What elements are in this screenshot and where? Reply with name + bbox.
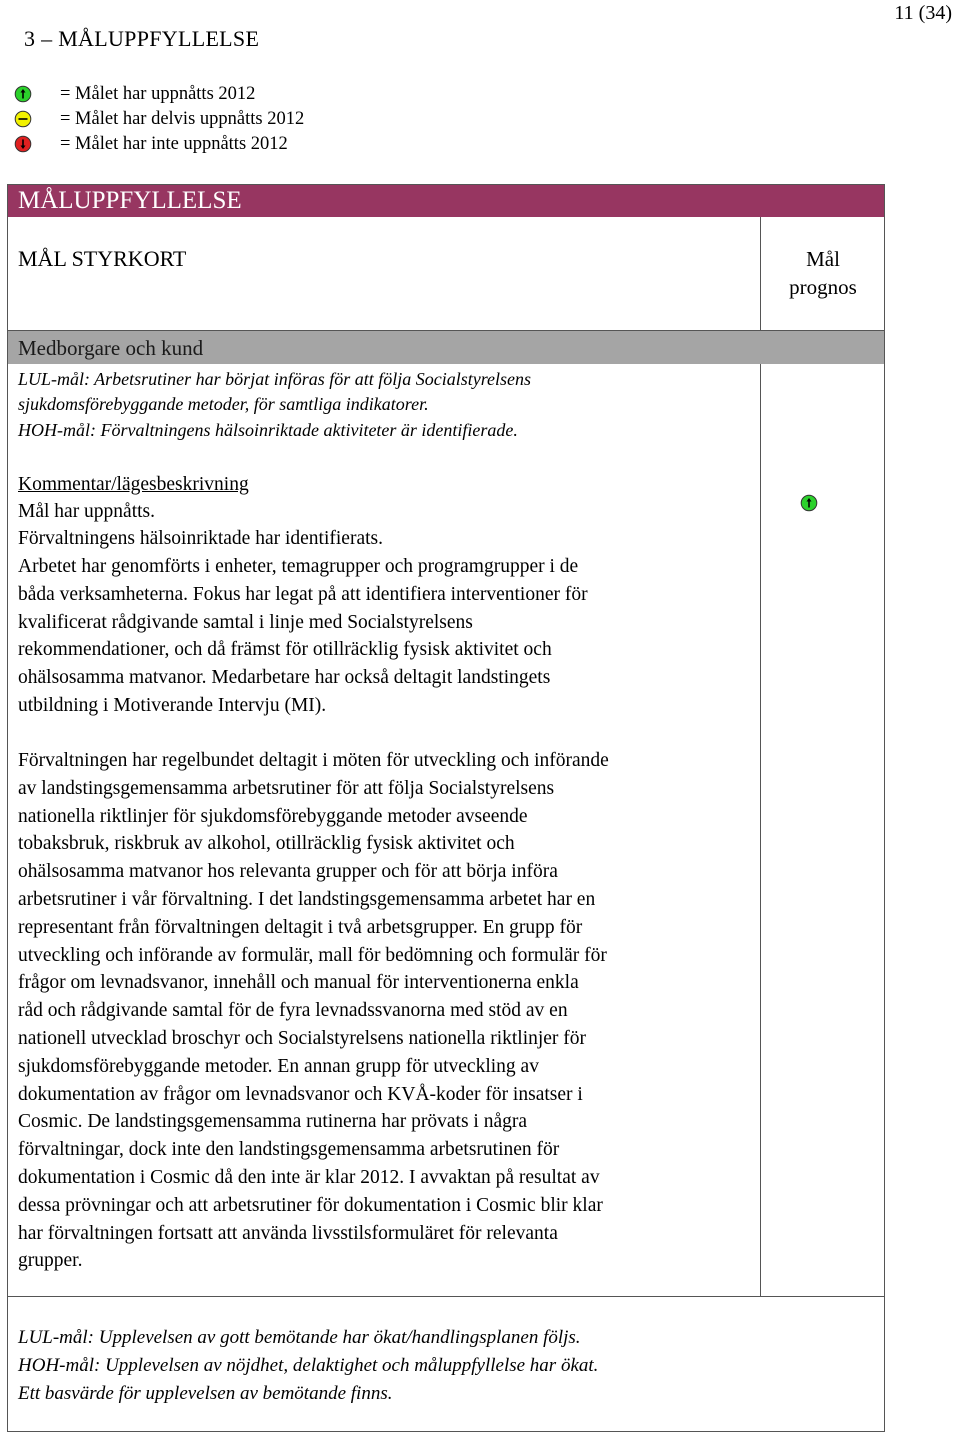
legend-item-not-achieved	[14, 132, 288, 156]
text-line: råd och rådgivande samtal för de fyra levnadssvanorna med stöd av en	[18, 1000, 568, 1022]
goal-line-lul: LUL-mål: Upplevelsen av gott bemötande har ökat/handlingsplanen följs.	[18, 1327, 581, 1348]
page-number: 11 (34)	[894, 2, 952, 24]
red-down-arrow-icon	[14, 135, 32, 153]
column-header-row	[8, 218, 760, 330]
text-line: grupper.	[18, 1250, 83, 1272]
goal-line-lul: LUL-mål: Arbetsrutiner har börjat införas för att följa Socialstyrelsens	[18, 369, 532, 389]
text-line: tobaksbruk, riskbruk av alkohol, otillräcklig fysisk aktivitet och	[18, 833, 515, 855]
text-line: nationell utvecklad broschyr och Socialstyrelsens nationella riktlinjer för	[18, 1027, 587, 1049]
green-up-arrow-icon	[800, 494, 818, 512]
goal-line-baseline: Ett basvärde för upplevelsen av bemötande finns.	[18, 1383, 393, 1404]
text-line: båda verksamheterna. Fokus har legat på att identifiera interventioner för	[18, 583, 588, 605]
status-line: Förvaltningens hälsoinriktade har identifierats.	[18, 528, 383, 549]
text-line: har förvaltningen fortsatt att använda livsstilsformuläret för relevanta	[18, 1222, 558, 1244]
text-line: kvalificerat rådgivande samtal i linje med Socialstyrelsens	[18, 611, 473, 633]
row-divider-bottom	[8, 1296, 884, 1297]
text-line: dokumentation av frågor om levnadsvanor och KVÅ-koder för insatser i	[18, 1083, 583, 1105]
content-column-divider	[760, 364, 761, 1296]
legend-label: = Målet har delvis uppnåtts 2012	[60, 108, 305, 129]
goal-line-lul-cont: sjukdomsförebyggande metoder, för samtliga indikatorer.	[18, 394, 429, 414]
column-label: MÅL STYRKORT	[18, 246, 187, 271]
table-header: MÅLUPPFYLLELSE	[8, 185, 884, 217]
goal-line-hoh: HOH-mål: Upplevelsen av nöjdhet, delaktighet och måluppfyllelse har ökat.	[18, 1355, 599, 1376]
text-line: sjukdomsförebyggande metoder. En annan grupp för utveckling av	[18, 1055, 539, 1077]
text-line: Cosmic. De landstingsgemensamma rutinerna har prövats i några	[18, 1111, 528, 1133]
text-line: ohälsosamma matvanor hos relevanta grupper och för att börja införa	[18, 861, 558, 883]
section-title: 3 – MÅLUPPFYLLELSE	[24, 26, 260, 51]
legend-label: = Målet har uppnåtts 2012	[60, 83, 256, 104]
status-line: Mål har uppnåtts.	[18, 501, 156, 522]
paragraph-1	[18, 553, 758, 720]
text-line: dessa prövningar och att arbetsrutiner för dokumentation i Cosmic blir klar	[18, 1194, 603, 1216]
legend-item-partial	[14, 107, 304, 131]
text-line: Förvaltningen har regelbundet deltagit i möten för utveckling och införande	[18, 750, 609, 771]
prognos-line-1: Mål	[806, 247, 840, 271]
comment-heading: Kommentar/lägesbeskrivning	[18, 474, 249, 495]
text-line: arbetsrutiner i vår förvaltning. I det landstingsgemensamma arbetet har en	[18, 888, 596, 910]
text-line: rekommendationer, och då främst för otillräcklig fysisk aktivitet och	[18, 639, 552, 661]
text-line: utbildning i Motiverande Intervju (MI).	[18, 694, 327, 716]
green-up-arrow-icon	[14, 85, 32, 103]
goals-2	[18, 1324, 598, 1408]
text-line: Arbetet har genomförts i enheter, temagrupper och programgrupper i de	[18, 556, 579, 577]
text-line: ohälsosamma matvanor. Medarbetare har också deltagit landstingets	[18, 667, 551, 689]
legend-item-achieved	[14, 82, 255, 106]
text-line: nationella riktlinjer för sjukdomsförebyggande metoder avseende	[18, 805, 528, 827]
text-line: dokumentation i Cosmic då den inte är klar 2012. I avvaktan på resultat av	[18, 1166, 600, 1188]
category-bar: Medborgare och kund	[8, 331, 884, 364]
yellow-minus-icon	[14, 110, 32, 128]
legend-label: = Målet har inte uppnåtts 2012	[60, 133, 288, 154]
text-line: representant från förvaltningen deltagit i två arbetsgrupper. En grupp för	[18, 916, 583, 938]
goal-line-hoh: HOH-mål: Förvaltningens hälsoinriktade aktiviteter är identifierade.	[18, 420, 518, 440]
paragraph-2	[18, 747, 758, 1275]
text-line: förvaltningar, dock inte den landstingsgemensamma arbetsrutinen för	[18, 1139, 560, 1161]
column-divider	[760, 217, 761, 331]
text-line: utveckling och införande av formulär, mall för bedömning och formulär för	[18, 944, 607, 966]
prognos-header	[762, 245, 884, 301]
text-line: av landstingsgemensamma arbetsrutiner för att följa Socialstyrelsens	[18, 777, 555, 799]
text-line: frågor om levnadsvanor, innehåll och manual för interventionerna enkla	[18, 972, 579, 994]
prognos-line-2: prognos	[789, 275, 857, 299]
